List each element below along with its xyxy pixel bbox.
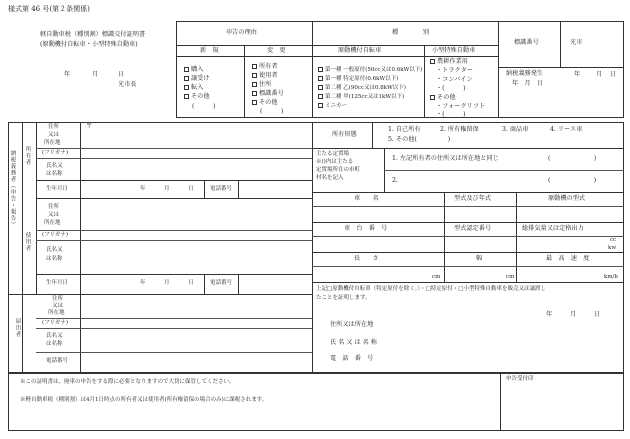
moped-class1-general[interactable]: 第一種 一般原付(50cc又は0.6kW以下) [318, 67, 422, 74]
reason-heading: 申告の理由 [226, 29, 257, 36]
owner-birth-year: 年 [140, 186, 146, 192]
user-birth-day: 日 [188, 280, 194, 286]
cert-year: 年 [546, 311, 553, 318]
moped-class1-special[interactable]: 第一種 特定原付(0.6kW以下) [318, 76, 398, 83]
cert-month: 月 [570, 311, 577, 318]
storage-opt1[interactable]: 1. 左記所有者の住所又は所在地と同じ [392, 155, 499, 162]
user-birth-month: 月 [164, 280, 170, 286]
decl-address-l3: 所在地 [48, 310, 65, 316]
cert-day: 日 [594, 311, 601, 318]
decl-address-l2: 又は [52, 303, 64, 309]
vehicle-cert-label: 型式認定番号 [454, 225, 492, 232]
form-number: 様式第 46 号(第２条関係) [8, 5, 90, 13]
owner-address-l2: 又は [48, 132, 60, 138]
declarant-side-label: 届出者 [14, 318, 21, 338]
reason-change-owner[interactable]: 所有者 [252, 64, 278, 70]
note-keep-certificate: ※この証明書は、廃車の申告をする際に必要となりますので大切に保管してください。 [20, 379, 235, 385]
moped-class2-a[interactable]: 第二種 甲(125cc又は1kW以下) [318, 94, 404, 101]
cert-name-label: 氏 名 又 は 名 称 [330, 339, 377, 346]
cert-text-l1: 上記□原動機付自転車（特定原付を除く。）・□特定原付・□小型特殊自動車を販売又は譲渡し [316, 286, 546, 292]
small-forklift: ・フォークリフト [436, 103, 486, 110]
issue-month-label: 月 [92, 71, 99, 78]
owner-side-label: 所有者 [24, 146, 31, 166]
unit-kmh: km/h [604, 274, 618, 280]
tax-obligation-sub: 年 月 日 [512, 80, 543, 87]
vehicle-engine-label: 原動機の型式 [548, 195, 586, 202]
vehicle-displacement-label: 総排気量又は定格出力 [522, 225, 584, 232]
reason-new-purchase[interactable]: 購入 [184, 67, 203, 73]
reason-new-transfer[interactable]: 譲受け [184, 76, 210, 82]
plate-value: 光市 [570, 39, 583, 46]
owner-phone-label: 電話番号 [210, 186, 233, 192]
tax-year: 年 [574, 71, 581, 78]
user-birth-label: 生年月日 [46, 280, 69, 286]
small-agri-other: ・( ) [436, 85, 466, 92]
tax-obligation-label: 納税義務発生 [506, 70, 544, 77]
user-furigana: (フリガナ) [42, 232, 69, 238]
tax-day: 日 [610, 71, 617, 78]
reason-change-other[interactable]: その他 [252, 100, 278, 106]
issue-year-label: 年 [64, 71, 71, 78]
decl-name-l1: 氏名又 [46, 333, 63, 339]
reason-new-paren: ( ) [192, 103, 216, 110]
reason-change-address[interactable]: 住所 [252, 82, 271, 88]
user-address-l1: 住所 [48, 204, 60, 210]
storage-label-l4: 村名を記入 [316, 175, 344, 181]
category-heading: 種 別 [392, 29, 430, 36]
small-combine: ・コンバイン [436, 76, 473, 83]
decl-phone-label: 電話番号 [46, 358, 69, 364]
user-side-label: 使用者 [24, 232, 31, 252]
reason-new-move-in[interactable]: 転入 [184, 85, 203, 91]
reason-new-other[interactable]: その他 [184, 94, 210, 100]
category-small-label: 小型特殊自動車 [432, 47, 476, 54]
reason-new-label: 新 規 [200, 47, 219, 54]
reason-change-user[interactable]: 使用者 [252, 73, 278, 79]
decl-name-l2: は名称 [46, 341, 63, 347]
taxpayer-side-label: 納税義務者（申告・報告） [9, 150, 16, 228]
owner-name-l1: 氏名又 [46, 163, 63, 169]
owner-birth-label: 生年月日 [46, 186, 69, 192]
storage-opt1-paren: ( ) [548, 155, 597, 162]
moped-minicar[interactable]: ミニカー [318, 103, 347, 110]
vehicle-model-year-label: 型式及び年式 [454, 195, 492, 202]
decl-address-l1: 住所 [52, 296, 64, 302]
form-title: 軽自動車税（種別割）標識交付証明書 [40, 31, 146, 38]
reason-change-paren: ( ) [260, 108, 284, 115]
owner-birth-day: 日 [188, 186, 194, 192]
unit-cm-width: cm [506, 274, 515, 280]
ownership-opt3[interactable]: 3. 商品車 [502, 126, 529, 133]
owner-address-l1: 住所 [48, 124, 60, 130]
user-birth-year: 年 [140, 280, 146, 286]
category-moped-label: 原動機付自転車 [338, 47, 382, 54]
user-name-l1: 氏名又 [46, 247, 63, 253]
vehicle-chassis-label: 車 台 番 号 [344, 225, 388, 232]
unit-kw: kw [608, 245, 617, 251]
owner-name-l2: は名称 [46, 171, 63, 177]
small-other-paren: ・( ) [436, 111, 466, 118]
user-phone-label: 電話番号 [210, 280, 233, 286]
form-subtitle: (原動機付自転車・小型特殊自動車) [40, 41, 138, 48]
small-tractor: ・トラクター [436, 67, 474, 74]
cert-text-l2: たことを証明します。 [316, 295, 371, 301]
plate-label: 標識番号 [514, 39, 539, 46]
unit-cc: cc [610, 237, 617, 243]
note-tax-owner: ※軽自動車税（種別割）は4月1日時点の所有者又は使用者(所有権留保の場合のみ)に課税されます。 [20, 397, 268, 403]
cert-phone-label: 電 話 番 号 [330, 355, 374, 362]
owner-address-l3: 所在地 [44, 140, 61, 146]
ownership-label: 所有形態 [332, 131, 357, 138]
storage-label-l2: ※()内は主たる [316, 159, 354, 165]
storage-opt2-paren: ( ) [548, 177, 597, 184]
owner-postal-mark: 〒 [86, 123, 93, 130]
unit-cm-length: cm [432, 274, 441, 280]
small-agri[interactable]: 農耕作業用 [430, 59, 468, 65]
owner-birth-month: 月 [164, 186, 170, 192]
moped-class2-b[interactable]: 第二種 乙(90cc又は0.8kW以下) [318, 85, 406, 92]
storage-label-l3: 定置場所在の市町 [316, 167, 361, 173]
ownership-opt5[interactable]: 5. その他( ) [388, 136, 451, 143]
user-address-l2: 又は [48, 212, 60, 218]
vehicle-length-label: 長 さ [354, 255, 379, 262]
storage-label-l1: 主たる定置場 [316, 151, 350, 157]
tax-month: 月 [596, 71, 603, 78]
decl-furigana: (フリガナ) [42, 320, 69, 326]
ownership-opt1[interactable]: 1. 自己所有 [388, 126, 421, 133]
user-name-l2: は名称 [46, 256, 63, 262]
ownership-opt4[interactable]: 4. リース車 [550, 126, 583, 133]
issue-day-label: 日 [118, 71, 125, 78]
small-other[interactable]: その他 [430, 95, 456, 101]
reason-change-label: 変 更 [267, 47, 286, 54]
issuer-name: 光市長 [118, 81, 137, 88]
stamp-label: 申告受付印 [506, 376, 534, 382]
user-address-l3: 所在地 [44, 220, 61, 226]
ownership-opt2[interactable]: 2. 所有権留保 [440, 126, 479, 133]
reason-change-plate[interactable]: 標識番号 [252, 91, 284, 97]
vehicle-name-label: 車 名 [354, 195, 379, 202]
vehicle-speed-label: 最 高 速 度 [546, 255, 590, 262]
cert-address-label: 住所又は所在地 [330, 321, 374, 328]
owner-furigana: (フリガナ) [42, 150, 69, 156]
vehicle-width-label: 幅 [476, 255, 483, 262]
storage-opt2[interactable]: 2. [392, 177, 398, 184]
